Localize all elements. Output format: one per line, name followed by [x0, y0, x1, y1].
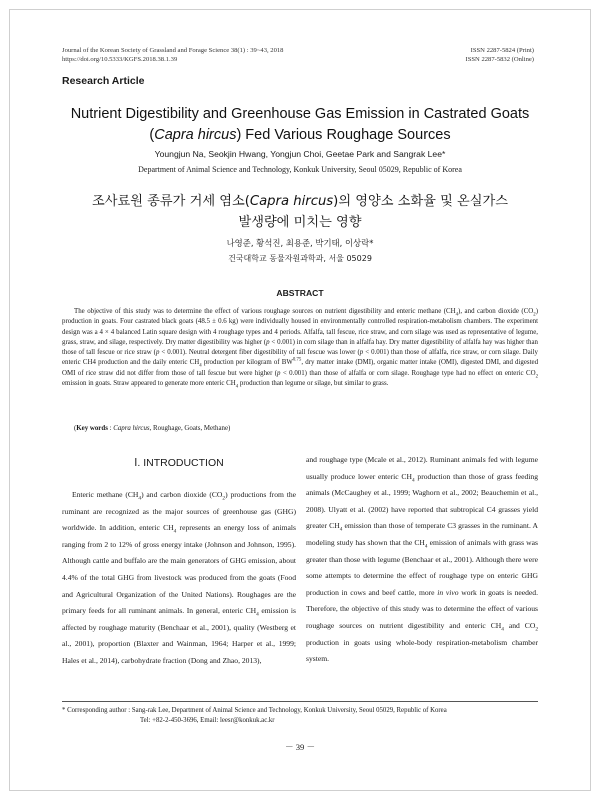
abstract-heading: ABSTRACT	[276, 288, 324, 298]
title-korean	[40, 191, 560, 233]
title-english-line1: Nutrient Digestibility and Greenhouse Gas Emission in Castrated Goats	[70, 106, 530, 122]
introduction-right-column: and roughage type (Mcale et al., 2012). Ruminant animals fed with legume usually produce lower enteric $CH_4$ production than those of grass feeding animals (McCaughey et al., 1999; Waghorn et al., 2002; Beauchemin et al., 2008). Ulyatt et al. (2002) have reported that subtropical C4 grasses yield greater $CH_4$ emission than those of temperate C3 grasses in the ruminant. A modeling study has shown that the $CH_4$ emission of animals with grass was greater than those with legume (Benchaar et al., 2001). Although there were some attempts to determine the effect of roughage type on enteric GHG production in cows and beef cattle, more in vivo work in goats is needed. Therefore, the objective of this study was to determine the effect of various roughage sources on nutrient digestibility and enteric $CH_4$ and $CO_2$ production in goats using whole-body respiration-metabolism chamber system.	[306, 455, 539, 664]
introduction-left-column: Enteric methane $(CH_4)$ and carbon dioxide $(CO_2)$ productions from the ruminant are recognized as the major sources of greenhouse gas (GHG) worldwide. In addition, enteric $CH_4$ represents an energy loss of animals ranging from 2 to 12% of gross energy intake (Johnson and Johnson, 1995). Although cattle and buffalo are the main generators of GHG emission, about 4.4% of the total GHG from livestock was produced from the goats (Food and Agricultural Organization of the United Nations). Roughages are the primary feeds for all ruminant animals. In general, enteric $CH_4$ emission is affected by roughage maturity (Benchaar et al., 2001), quality (Westberg et al., 2001), proportion (Blaxter and Wainman, 1964; Harper et al., 1999; Hales et al., 2014), carbohydrate fraction (Dong and Zhao, 2013),	[62, 490, 297, 665]
article-type: Research Article	[62, 75, 145, 87]
footnote-divider	[62, 701, 538, 702]
doi-link[interactable]: https://doi.org/10.5333/KGFS.2018.38.1.39	[62, 56, 178, 63]
introduction-heading: Ⅰ. INTRODUCTION	[134, 457, 224, 469]
journal-citation: Journal of the Korean Society of Grassland and Forage Science 38(1) : 39~43, 2018	[62, 47, 284, 54]
affiliation-english: Department of Animal Science and Technology, Konkuk University, Seoul 05029, Republic of Korea	[138, 165, 462, 174]
affiliation-korean: 건국대학교 동물자원과학과, 서울 05029	[228, 254, 372, 263]
abstract-body: The objective of this study was to determine the effect of various roughage sources on nutrient digestibility and enteric methane $(CH_4)$, and carbon dioxide $(CO_2)$ production in goats. Four castrated black goats (48.5 ± 0.6 kg) were individually housed in environmentally controlled respiration-metabolism chambers. The experiment design was a 4 × 4 balanced Latin square design with 4 roughage types and 4 periods. Alfalfa, tall fescue, rice straw, and corn silage was used as representative of legume, grass, straw, and silage, respectively. Dry matter digestibility was higher (p < 0.001) in corn silage than in alfalfa hay. Dry matter digestibility of alfalfa hay was higher than those of tall fescue or rice straw (p < 0.001). Neutral detergent fiber digestibility of tall fescue was lower (p < 0.001) than those of alfalfa, rice straw, or corn silage. Daily enteric CH4 production and the daily enteric $CH_4$ production per kilogram of $BW^{0.75}$, dry matter intake (DMI), organic matter intake (OMI), digested DMI, and digested OMI of rice straw did not differ from those of tall fescue but were higher (p < 0.001) than those of alfalfa or corn silage. Roughage type had no effect on enteric $CO_2$ emission in goats. Straw appeared to generate more enteric $CH_4$ production than legume or silage, but similar to grass.	[62, 308, 539, 390]
page-number: － 39 －	[284, 742, 316, 752]
title-english	[40, 104, 560, 146]
authors-korean: 나영준, 황석진, 최용준, 박기태, 이상락*	[226, 238, 374, 248]
keywords: (Key words : Capra hircus, Roughage, Goats, Methane)	[74, 425, 231, 432]
issn-header	[466, 46, 535, 64]
footnote-line1: * Corresponding author : Sang-rak Lee, Department of Animal Science and Technology, Konkuk University, Seoul 05029, Republic of Korea	[62, 707, 447, 714]
title-english-line2: (Capra hircus) Fed Various Roughage Sources	[149, 127, 451, 143]
footnote-contact: Tel: +82-2-450-3696, Email: leesr@konkuk.ac.kr	[140, 716, 275, 724]
issn-print: ISSN 2287-5824 (Print)	[470, 47, 534, 54]
title-korean-line2: 발생량에 미치는 영향	[238, 215, 362, 230]
issn-online: ISSN 2287-5832 (Online)	[465, 56, 534, 63]
authors-english: Youngjun Na, Seokjin Hwang, Yongjun Choi, Geetae Park and Sangrak Lee*	[154, 149, 446, 159]
title-korean-line1: 조사료원 종류가 거세 염소(Capra hircus)의 영양소 소화율 및 온실가스	[92, 194, 508, 209]
corresponding-author-footnote	[62, 706, 552, 725]
journal-header	[62, 46, 283, 64]
